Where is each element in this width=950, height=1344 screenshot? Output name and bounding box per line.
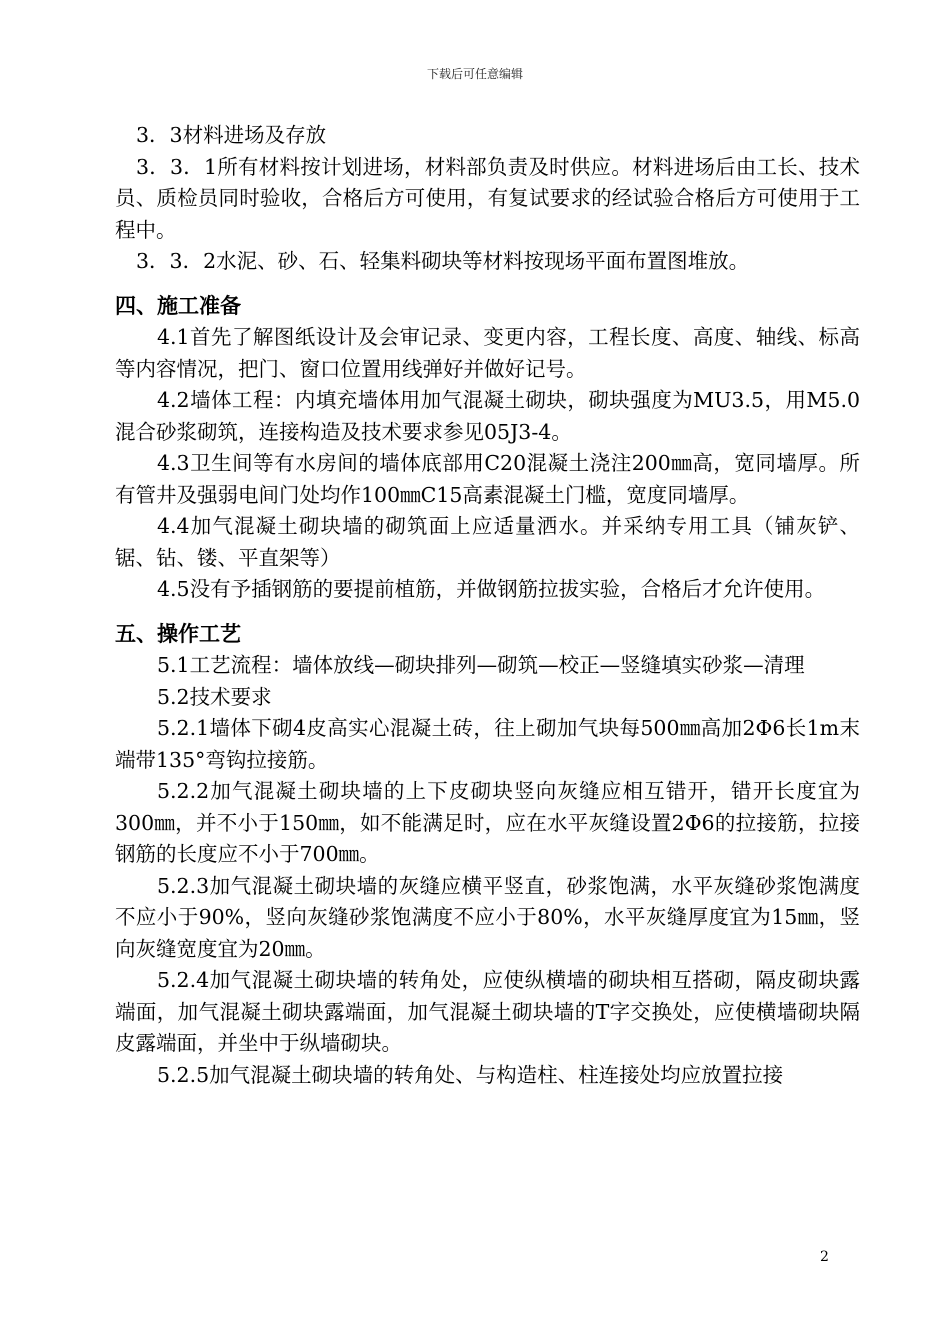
paragraph-3-3-2: 3．3．2水泥、砂、石、轻集料砌块等材料按现场平面布置图堆放。 (136, 249, 750, 273)
page-number: 2 (820, 1249, 829, 1265)
paragraph-4-3: 4.3卫生间等有水房间的墙体底部用C20混凝土浇注200㎜高，宽同墙厚。所有管井及强弱电间门处均作100㎜C15高素混凝土门槛，宽度同墙厚。 (115, 451, 860, 507)
paragraph-5-2-3: 5.2.3加气混凝土砌块墙的灰缝应横平竖直，砂浆饱满，水平灰缝砂浆饱满度不应小于90%，竖向灰缝砂浆饱满度不应小于80%，水平灰缝厚度宜为15㎜，竖向灰缝宽度宜为20㎜。 (115, 873, 860, 961)
page-header: 下载后可任意编辑 (426, 67, 523, 81)
paragraph-5-1: 5.1工艺流程：墙体放线—砌块排列—砌筑—校正—竖缝填实砂浆—清理 (157, 653, 805, 677)
section-heading-4: 四、施工准备 (115, 293, 241, 318)
paragraph-5-2-2: 5.2.2加气混凝土砌块墙的上下皮砌块竖向灰缝应相互错开，错开长度宜为300㎜，并不小于150㎜，如不能满足时，应在水平灰缝设置2Φ6的拉接筋，拉接钢筋的长度应不小于700㎜。 (115, 779, 860, 866)
document-body (115, 120, 860, 1091)
paragraph-4-5: 4.5没有予插钢筋的要提前植筋，并做钢筋拉拔实验，合格后才允许使用。 (157, 577, 826, 601)
paragraph-5-2-5: 5.2.5加气混凝土砌块墙的转角处、与构造柱、柱连接处均应放置拉接 (157, 1062, 784, 1087)
paragraph-4-4: 4.4加气混凝土砌块墙的砌筑面上应适量洒水。并采纳专用工具（铺灰铲、锯、钻、镂、平直架等） (115, 514, 860, 570)
paragraph-4-2: 4.2墙体工程：内填充墙体用加气混凝土砌块，砌块强度为MU3.5，用M5.0混合砂浆砌筑，连接构造及技术要求参见05J3-4。 (115, 388, 860, 444)
subsection-title-3-3: 3．3材料进场及存放 (136, 123, 327, 147)
paragraph-5-2: 5.2技术要求 (157, 684, 272, 709)
section-heading-5: 五、操作工艺 (115, 621, 241, 646)
paragraph-5-2-4: 5.2.4加气混凝土砌块墙的转角处，应使纵横墙的砌块相互搭砌，隔皮砌块露端面，加气混凝土砌块露端面，加气混凝土砌块墙的T字交换处，应使横墙砌块隔皮露端面，并坐中于纵墙砌块。 (115, 968, 860, 1055)
paragraph-4-1: 4.1首先了解图纸设计及会审记录、变更内容，工程长度、高度、轴线、标高等内容情况，把门、窗口位置用线弹好并做好记号。 (115, 325, 860, 381)
paragraph-5-2-1: 5.2.1墙体下砌4皮高实心混凝土砖，往上砌加气块每500㎜高加2Φ6长1m末端带135°弯钩拉接筋。 (115, 716, 860, 772)
paragraph-3-3-1: 3．3．1所有材料按计划进场，材料部负责及时供应。材料进场后由工长、技术员、质检员同时验收，合格后方可使用，有复试要求的经试验合格后方可使用于工程中。 (115, 154, 860, 242)
